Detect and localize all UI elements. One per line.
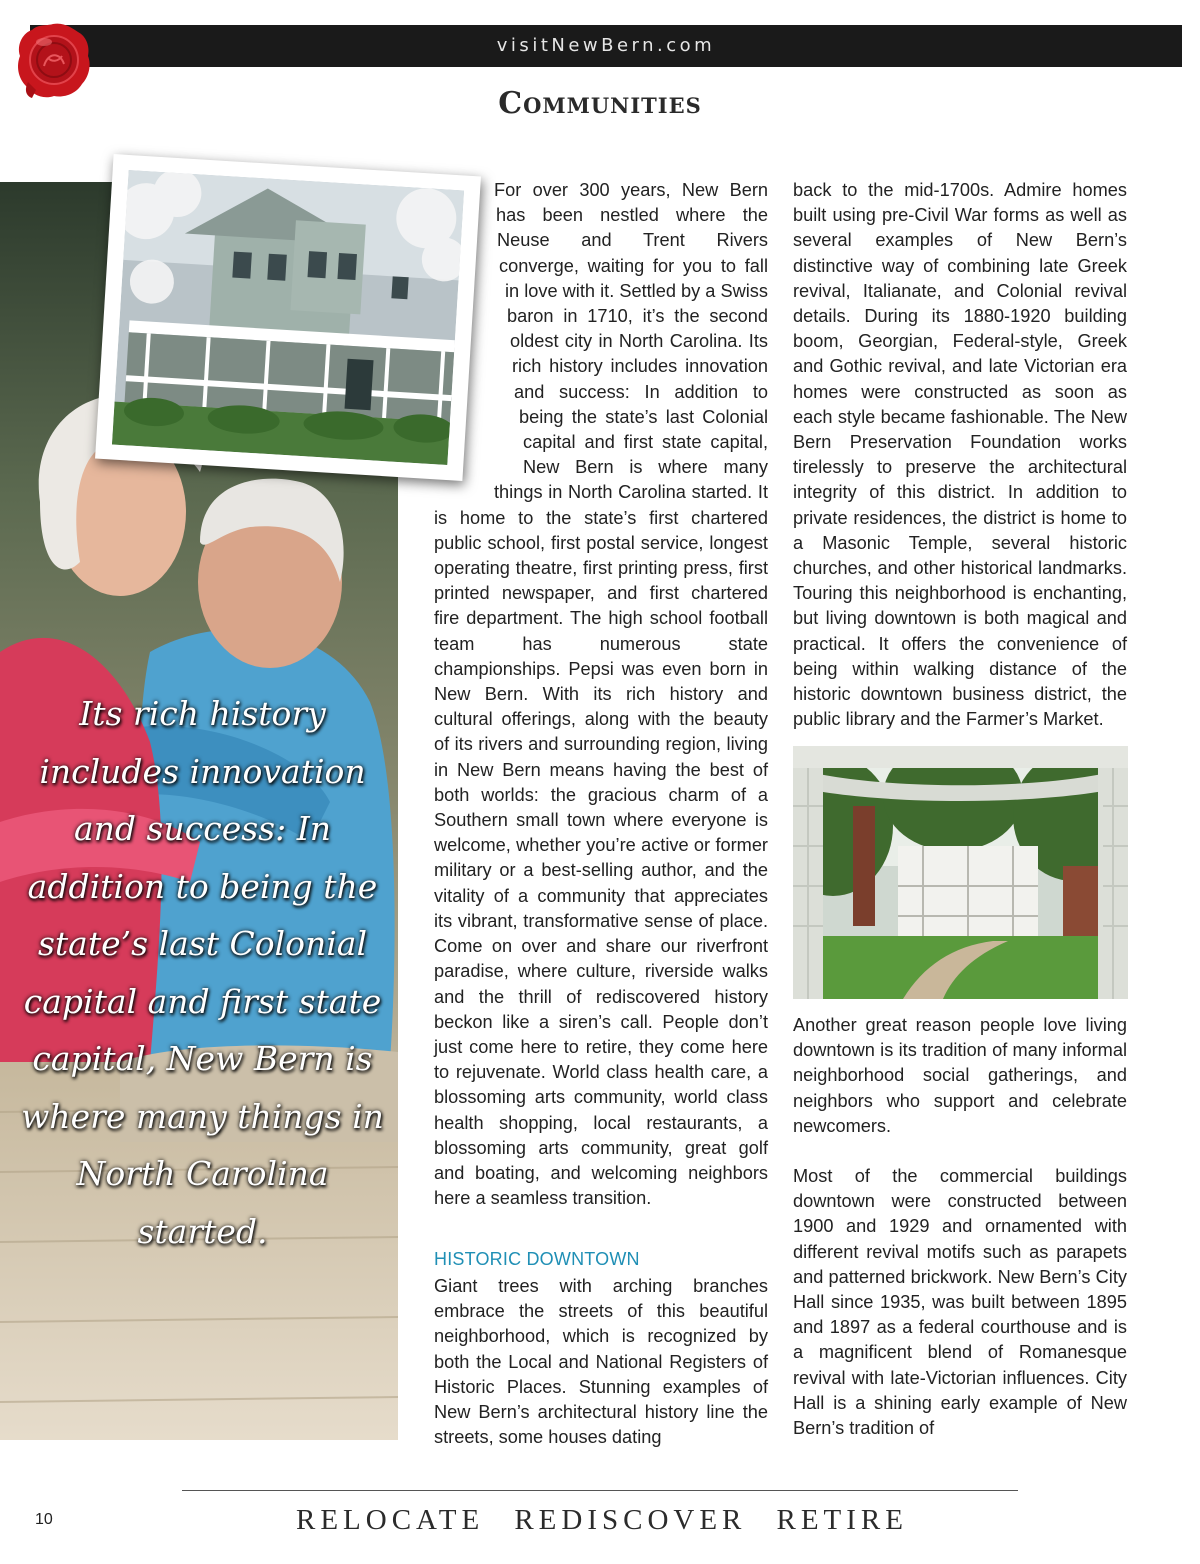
gatherings-paragraph: Another great reason people love living downtown is its tradition of many informal neighborhood social gatherings, and neighbors who support and celebrate newcomers. <box>793 1015 1127 1136</box>
tagline-retire: RETIRE <box>776 1503 908 1536</box>
pull-quote: Its rich history includes innovation and success: In addition to being the state’s last Colonial capital and first state capital, New Bern is where many things in North Carolina started. <box>21 694 384 1251</box>
downtown-paragraph-continued: back to the mid-1700s. Admire homes built using pre-Civil War forms as well as several examples of New Bern’s distinctive way of combining late Greek revival, Italianate, and Colonial revival details. During its 1880-1920 building boom, Georgian, Federal-style, Greek and Gothic revival, and late Victorian era homes were constructed as soon as each style became fashionable. The New Bern Preservation Foundation works tirelessly to preserve the architectural integrity of this district. In addition to private residences, the district is home to a Masonic Temple, several historic churches, and other historical landmarks. Touring this neighborhood is enchanting, but living downtown is both magical and practical. It offers the convenience of being within walking distance of the historic downtown business district, the public library and the Farmer’s Market. <box>793 180 1127 730</box>
downtown-paragraph-start: Giant trees with arching branches embrace the streets of this beautiful neighborhood, which is recognized by both the Local and National Registers of Historic Places. Stunning examples of New Bern’s architectural history line the streets, some houses dating <box>434 1276 768 1448</box>
page-title: Communities <box>498 86 702 121</box>
intro-column <box>434 178 768 1211</box>
commercial-paragraph: Most of the commercial buildings downtown were constructed between 1900 and 1929 and ornamented with different revival motifs such as parapets and patterned brickwork. New Bern’s City Hall since 1935, was built between 1895 and 1897 as a federal courthouse and is a magnificent blend of Romanesque revival with late-Victorian influences. City Hall is a shining early example of New Bern’s tradition of <box>793 1166 1127 1439</box>
page-number: 10 <box>35 1511 53 1528</box>
victorian-house-photo <box>95 154 481 481</box>
tagline-rediscover: REDISCOVER <box>514 1503 747 1536</box>
site-url: visitNewBern.com <box>496 35 716 56</box>
intro-paragraph: For over 300 years, New Bern has been nestled where the Neuse and Trent Rivers converge, waiting for you to fall in love with it. Settled by a Swiss baron in 1710, it’s the second oldest city in North Carolina. Its rich history includes innovation and success: In addition to being the state’s last Colonial capital and first state capital, New Bern is where many things in North Carolina started. It is home to the state’s first chartered public school, first postal service, longest operating theatre, first printing press, first printed newspaper, and first chartered fire department. The high school football team has numerous state championships. Pepsi was even born in New Bern. With its rich history and cultural offerings, along with the beauty of its rivers and surrounding region, living in New Bern means having the best of both worlds: the gracious charm of a Southern small town where everyone is welcome, whether you’re active or former military or a best-selling author, and the vitality of a community that appreciates its vibrant, transformative sense of place. Come on over and share our riverfront paradise, where culture, riverside walks and the thrill of rediscovered history beckon like a siren’s call. People don’t just come here to retire, they come here to rejuvenate. World class health care, a blossoming arts community, world class health shopping, local restaurants, a blossoming arts community, great golf and boating, and welcoming neighbors here a seamless transition. <box>434 180 768 1209</box>
footer-divider <box>182 1490 1018 1491</box>
section-heading-historic-downtown: HISTORIC DOWNTOWN <box>434 1249 640 1269</box>
tagline-relocate: RELOCATE <box>296 1503 485 1536</box>
footer-tagline <box>296 1500 908 1540</box>
garden-arbor-photo <box>793 746 1128 999</box>
header-bar <box>30 25 1182 67</box>
